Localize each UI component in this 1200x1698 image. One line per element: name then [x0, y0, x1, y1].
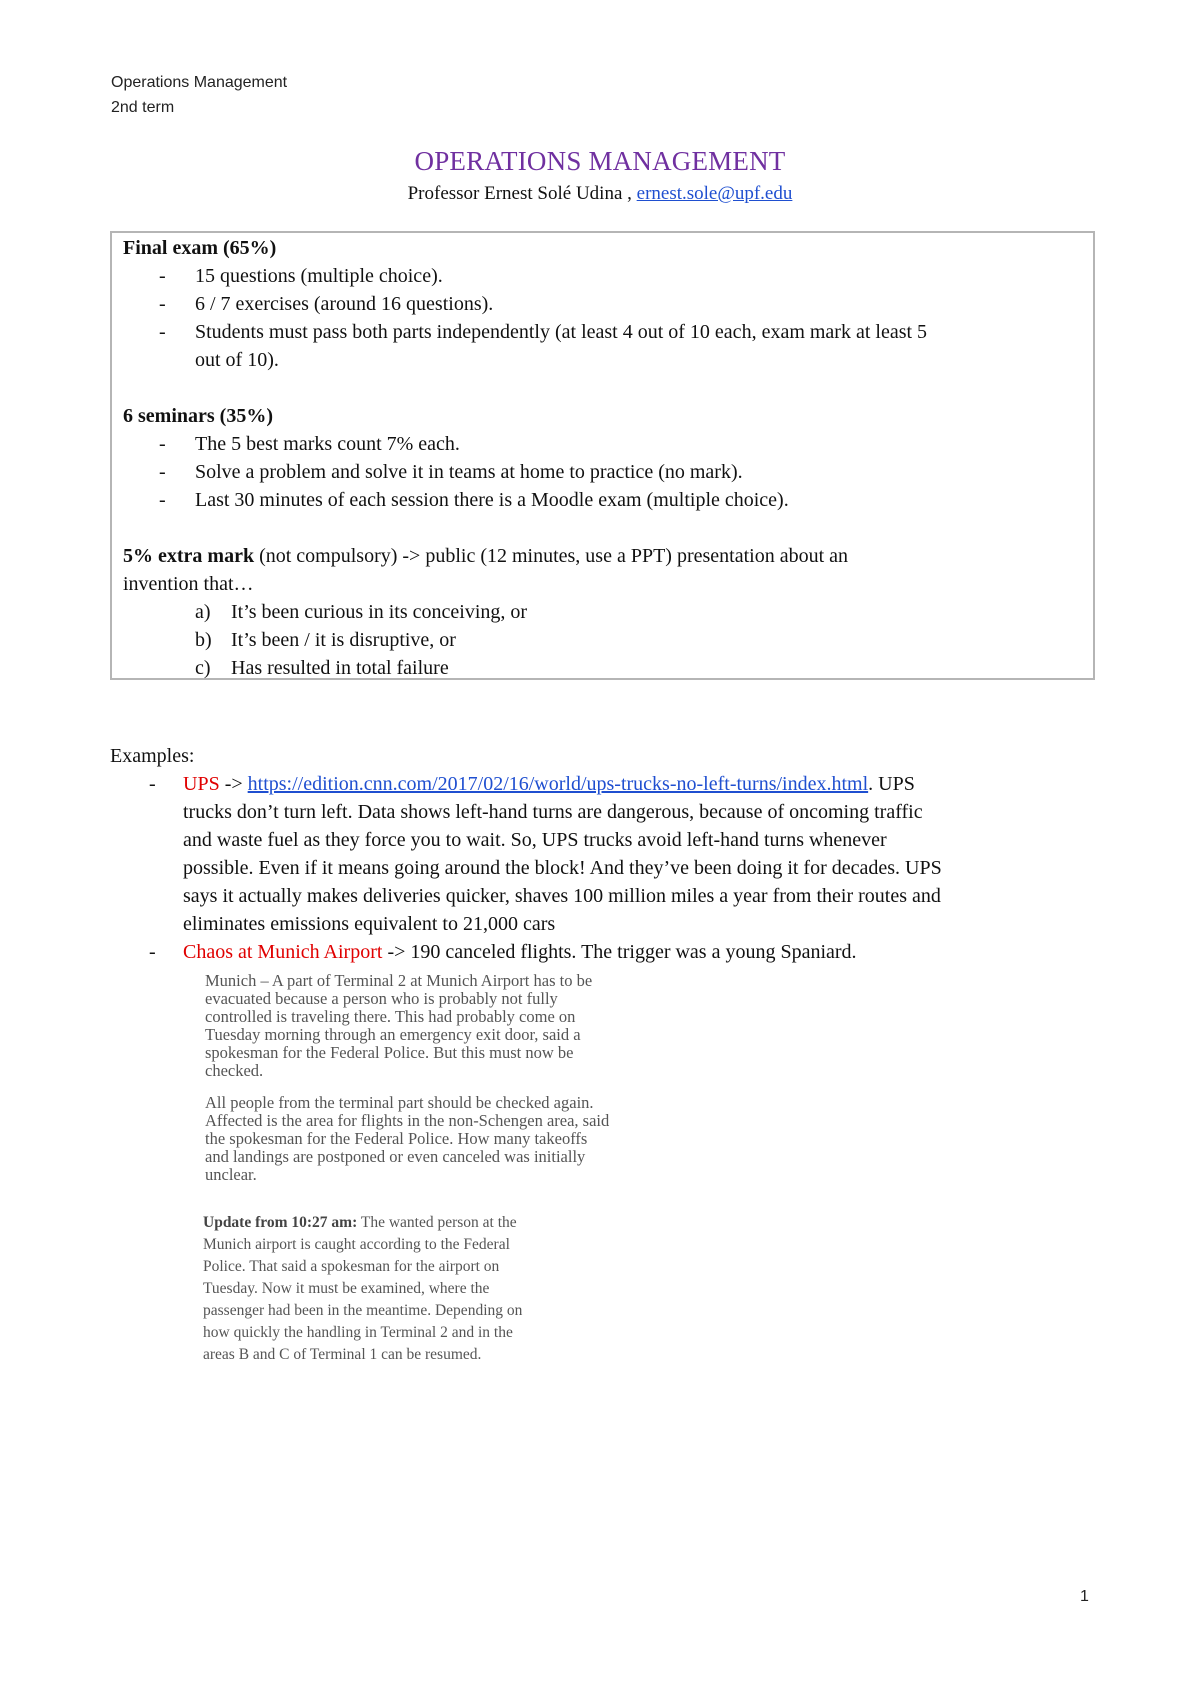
final-exam-item-continued: out of 10). — [195, 349, 279, 371]
bullet-dash: - — [149, 773, 156, 795]
excerpt-line: Affected is the area for flights in the non-Schengen area, said — [205, 1111, 610, 1130]
bullet-dash: - — [159, 265, 166, 287]
excerpt-line: controlled is traveling there. This had probably come on — [205, 1007, 576, 1026]
ups-text-line: possible. Even if it means going around the block! And they’ve been doing it for decades. UPS — [183, 857, 942, 879]
bullet-dash: - — [159, 489, 166, 511]
bullet-dash: - — [159, 293, 166, 315]
option-text: It’s been / it is disruptive, or — [231, 629, 456, 651]
extra-mark-line — [123, 544, 848, 568]
bullet-dash: - — [159, 461, 166, 483]
final-exam-item: 15 questions (multiple choice). — [195, 265, 443, 287]
excerpt-paragraph — [205, 972, 609, 1080]
excerpt-line: how quickly the handling in Terminal 2 and in the — [203, 1324, 513, 1341]
excerpt-line: the spokesman for the Federal Police. How many takeoffs — [205, 1129, 588, 1148]
extra-mark-rest: (not compulsory) -> public (12 minutes, use a PPT) presentation about an — [254, 545, 849, 567]
seminars-item: The 5 best marks count 7% each. — [195, 433, 460, 455]
extra-mark-bold: 5% extra mark — [123, 545, 255, 567]
excerpt-line: spokesman for the Federal Police. But this must now be — [205, 1043, 574, 1062]
excerpt-line: evacuated because a person who is probably not fully — [205, 989, 558, 1008]
ups-name: UPS — [183, 773, 220, 795]
final-exam-item: Students must pass both parts independently (at least 4 out of 10 each, exam mark at least 5 — [195, 321, 928, 343]
excerpt-line: Tuesday morning through an emergency exit door, said a — [205, 1025, 581, 1044]
bullet-dash: - — [159, 433, 166, 455]
page-number: 1 — [1080, 1588, 1089, 1605]
seminars-item: Last 30 minutes of each session there is a Moodle exam (multiple choice). — [195, 489, 789, 511]
document-subtitle — [0, 183, 1200, 205]
option-letter: b) — [195, 629, 212, 651]
running-header-term: 2nd term — [111, 99, 175, 116]
document-title: OPERATIONS MANAGEMENT — [414, 146, 786, 176]
final-exam-item: 6 / 7 exercises (around 16 questions). — [195, 293, 494, 315]
ups-after-link: . UPS — [868, 773, 915, 795]
ups-example-first-line — [183, 772, 915, 796]
bullet-dash: - — [159, 321, 166, 343]
running-header-course: Operations Management — [111, 74, 288, 91]
ups-text-line: eliminates emissions equivalent to 21,000 cars — [183, 913, 556, 935]
munich-example-line — [183, 940, 857, 964]
excerpt-line: areas B and C of Terminal 1 can be resumed. — [203, 1346, 482, 1363]
professor-name: Professor Ernest Solé Udina , — [407, 183, 637, 204]
excerpt-line: All people from the terminal part should be checked again. — [205, 1093, 594, 1112]
examples-label: Examples: — [110, 745, 195, 767]
option-text: Has resulted in total failure — [231, 657, 449, 679]
excerpt-line: Munich – A part of Terminal 2 at Munich Airport has to be — [205, 971, 593, 990]
final-exam-heading: Final exam (65%) — [123, 237, 277, 259]
option-text: It’s been curious in its conceiving, or — [231, 601, 528, 623]
excerpt-line: unclear. — [205, 1165, 257, 1184]
ups-text-line: says it actually makes deliveries quicker, shaves 100 million miles a year from their routes and — [183, 885, 941, 907]
excerpt-line: The wanted person at the — [357, 1214, 517, 1231]
bullet-dash: - — [149, 941, 156, 963]
ups-text-line: and waste fuel as they force you to wait. So, UPS trucks avoid left-hand turns whenever — [183, 829, 887, 851]
excerpt-paragraph — [205, 1094, 609, 1184]
ups-article-link[interactable]: https://edition.cnn.com/2017/02/16/world/ups-trucks-no-left-turns/index.html — [247, 773, 869, 795]
excerpt-line: passenger had been in the meantime. Depending on — [203, 1302, 523, 1319]
extra-mark-line-2: invention that… — [123, 573, 254, 595]
ups-arrow: -> — [219, 773, 248, 795]
excerpt-line: checked. — [205, 1061, 264, 1080]
excerpt-line: Tuesday. Now it must be examined, where the — [203, 1280, 490, 1297]
news-excerpt-1 — [205, 972, 609, 1198]
professor-email-link[interactable]: ernest.sole@upf.edu — [636, 183, 793, 204]
excerpt-line: Munich airport is caught according to the Federal — [203, 1236, 510, 1253]
option-letter: c) — [195, 657, 211, 679]
seminars-item: Solve a problem and solve it in teams at home to practice (no mark). — [195, 461, 743, 483]
option-letter: a) — [195, 601, 211, 623]
munich-name: Chaos at Munich Airport — [183, 941, 383, 963]
ups-text-line: trucks don’t turn left. Data shows left-hand turns are dangerous, because of oncoming traffic — [183, 801, 923, 823]
excerpt-line: Police. That said a spokesman for the airport on — [203, 1258, 500, 1275]
news-excerpt-2 — [203, 1212, 522, 1366]
update-time-label: Update from 10:27 am: — [203, 1214, 358, 1231]
excerpt-line: and landings are postponed or even canceled was initially — [205, 1147, 586, 1166]
seminars-heading: 6 seminars (35%) — [123, 405, 273, 427]
munich-rest: -> 190 canceled flights. The trigger was a young Spaniard. — [382, 941, 857, 963]
